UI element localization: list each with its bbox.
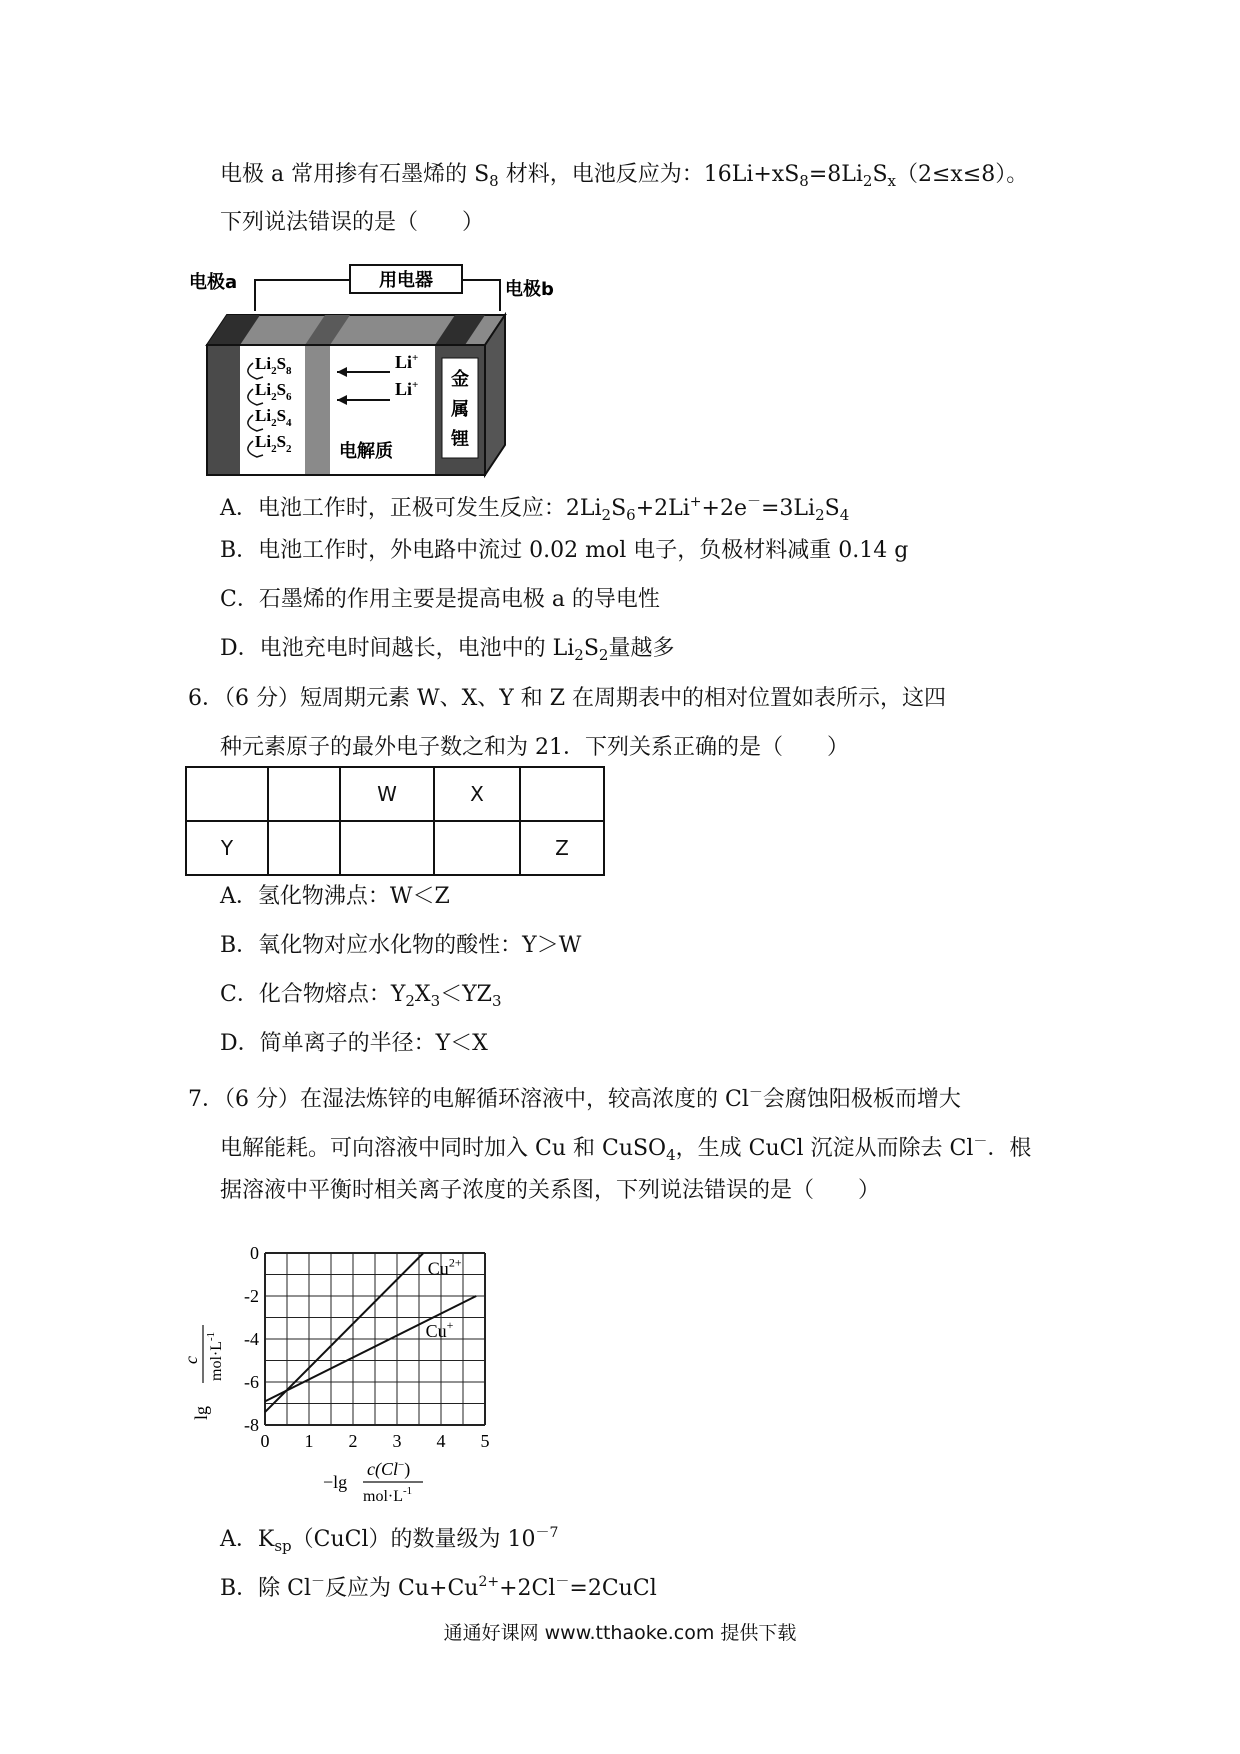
metal-li-char-3: 锂 bbox=[451, 429, 469, 450]
q6-option-d: D．简单离子的半径：Y＜X bbox=[220, 1031, 488, 1056]
y-tick-label: -6 bbox=[244, 1372, 259, 1392]
svg-text:c(Cl−): c(Cl−) bbox=[367, 1459, 411, 1479]
q5-option-d: D．电池充电时间越长，电池中的 $Li_2S_2$量越多 bbox=[220, 636, 675, 664]
q5-option-a: A．电池工作时，正极可发生反应：$2Li_2S_6+2Li^++2e^-=3Li_2S_4$ bbox=[220, 494, 850, 524]
q7-stem-line-2: 电解能耗。可向溶液中同时加入 Cu 和 CuSO$_4$，生成 CuCl 沉淀从而除去 Cl－．根 bbox=[220, 1134, 1032, 1164]
q5-intro-line-2: 下列说法错误的是（ ） bbox=[220, 210, 485, 235]
series-line-cu2plus bbox=[265, 1253, 423, 1412]
svg-text:Li2S4: $Li_2S_4$ bbox=[255, 406, 292, 429]
table-cell: Y bbox=[186, 821, 268, 875]
svg-text:−lg: −lg bbox=[323, 1472, 348, 1492]
battery-diagram bbox=[185, 255, 585, 480]
x-tick-label: 2 bbox=[348, 1431, 358, 1451]
chart-grid bbox=[265, 1253, 485, 1425]
series-line-cuplus bbox=[265, 1296, 476, 1401]
page-footer: 通通好课网 www.tthaoke.com 提供下载 bbox=[443, 1622, 797, 1644]
q5-intro-line-1: 电极 a 常用掺有石墨烯的 $S_8$ 材料，电池反应为：$16Li+xS_8=8Li_2S_x(2\le x\le 8)$。 bbox=[220, 162, 1029, 190]
svg-text:Li2S6: $Li_2S_6$ bbox=[255, 380, 292, 403]
q6-stem-line-1: 6．（6 分）短周期元素 W、X、Y 和 Z 在周期表中的相对位置如表所示，这四 bbox=[188, 686, 947, 711]
q5-option-b: B．电池工作时，外电路中流过 0.02 mol 电子，负极材料减重 0.14 g bbox=[220, 538, 909, 563]
x-axis-label bbox=[323, 1459, 423, 1505]
series-label-cu2plus: $Cu^{2+}$ bbox=[427, 1255, 462, 1279]
x-tick-label: 3 bbox=[392, 1431, 402, 1451]
table-row bbox=[186, 767, 604, 821]
x-tick-label: 0 bbox=[260, 1431, 270, 1451]
table-cell bbox=[268, 767, 340, 821]
y-axis-label bbox=[181, 1325, 225, 1420]
table-row bbox=[186, 821, 604, 875]
svg-text:Li+: Li+ bbox=[395, 379, 419, 399]
table-cell bbox=[186, 767, 268, 821]
x-tick-label: 5 bbox=[480, 1431, 490, 1451]
polysulfide-labels bbox=[248, 354, 292, 457]
electrolyte-label: 电解质 bbox=[339, 441, 393, 462]
electrode-b-label: 电极b bbox=[505, 279, 554, 300]
svg-text:mol·L-1: $mol\cdot L^{-1}$ bbox=[363, 1485, 413, 1505]
svg-text:c: c bbox=[181, 1356, 201, 1364]
electrode-a-slab bbox=[207, 345, 240, 475]
table-cell: Z bbox=[520, 821, 604, 875]
svg-text:Li2S8: $Li_2S_8$ bbox=[255, 354, 292, 377]
table-cell: X bbox=[434, 767, 520, 821]
q7-option-b: B．除 Cl－反应为 $Cu+Cu^{2+}+2Cl^-=2CuCl$ bbox=[220, 1574, 657, 1601]
concentration-chart bbox=[181, 1235, 555, 1505]
metal-li-char-2: 属 bbox=[451, 399, 469, 420]
q7-option-a: A．$K_{sp}(CuCl)$的数量级为 $10^{-7}$ bbox=[220, 1525, 559, 1555]
q7-stem-line-3: 据溶液中平衡时相关离子浓度的关系图，下列说法错误的是（ ） bbox=[220, 1178, 881, 1203]
q6-option-a: A．氢化物沸点：W＜Z bbox=[220, 884, 450, 909]
periodic-table-fragment bbox=[185, 766, 605, 876]
table-cell bbox=[268, 821, 340, 875]
svg-text:Li2S2: $Li_2S_2$ bbox=[255, 432, 292, 455]
chart-series-labels bbox=[426, 1256, 462, 1341]
svg-text:Li+: Li+ bbox=[395, 352, 419, 372]
table-cell bbox=[340, 821, 434, 875]
separator bbox=[305, 345, 330, 475]
table-cell bbox=[434, 821, 520, 875]
q5-option-c: C．石墨烯的作用主要是提高电极 a 的导电性 bbox=[220, 587, 660, 612]
series-label-cuplus: Cu+ bbox=[425, 1317, 454, 1341]
q6-stem-line-2: 种元素原子的最外电子数之和为 21．下列关系正确的是（ ） bbox=[220, 735, 849, 760]
y-tick-label: -4 bbox=[244, 1329, 259, 1349]
table-cell bbox=[520, 767, 604, 821]
svg-text:lg: lg bbox=[191, 1405, 211, 1420]
electrode-a-label: 电极a bbox=[189, 272, 238, 293]
metal-li-char-1: 金 bbox=[451, 369, 469, 390]
q6-option-c: C．化合物熔点：$Y_2X_3<YZ_3$ bbox=[220, 982, 502, 1010]
x-tick-label: 4 bbox=[436, 1431, 446, 1451]
y-tick-label: 0 bbox=[250, 1243, 259, 1263]
device-label: 用电器 bbox=[379, 270, 433, 291]
svg-text:mol·L-1: $mol\cdot L^{-1}$ bbox=[205, 1331, 225, 1381]
q6-option-b: B．氧化物对应水化物的酸性：Y＞W bbox=[220, 933, 582, 958]
q7-stem-line-1: 7．（6 分）在湿法炼锌的电解循环溶液中，较高浓度的 Cl－会腐蚀阳极板而增大 bbox=[188, 1085, 961, 1112]
table-cell: W bbox=[340, 767, 434, 821]
x-tick-label: 1 bbox=[304, 1431, 314, 1451]
y-tick-label: -8 bbox=[244, 1415, 259, 1435]
y-tick-label: -2 bbox=[244, 1286, 259, 1306]
